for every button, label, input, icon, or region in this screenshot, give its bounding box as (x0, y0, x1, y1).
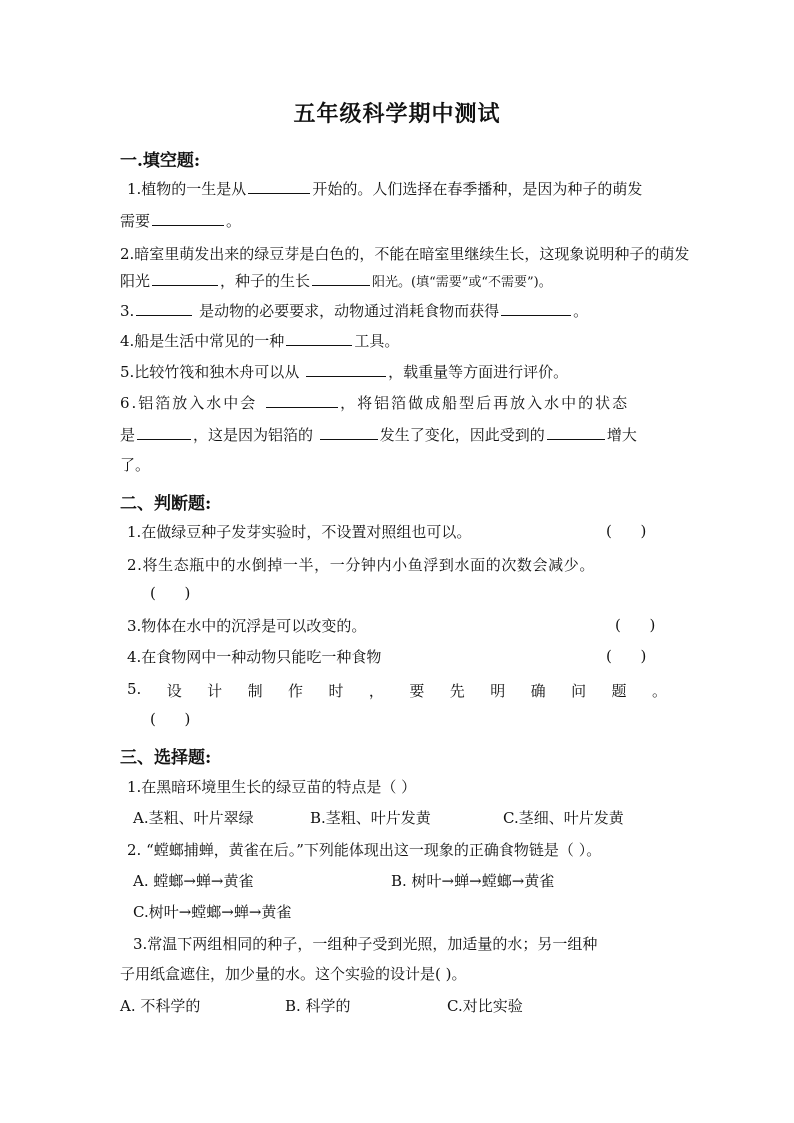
choice-q3-option-b[interactable]: B. 科学的 (285, 997, 351, 1015)
judge-q3: 3.物体在水中的沉浮是可以改变的。 (127, 617, 367, 635)
fill-q1-line2: 需要 。 (120, 212, 242, 230)
judge-q5: 5. 设 计 制 作 时 ， 要 先 明 确 问 题 。 (127, 680, 667, 700)
answer-blank[interactable] (248, 179, 310, 194)
choice-q2-option-a[interactable]: A. 螳螂→蝉→黄雀 (133, 872, 254, 890)
choice-q2-option-c[interactable]: C.树叶→螳螂→蝉→黄雀 (133, 903, 292, 921)
answer-blank[interactable] (312, 271, 370, 286)
choice-q3-line1: 3.常温下两组相同的种子，一组种子受到光照，加适量的水；另一组种 (133, 935, 598, 953)
answer-blank[interactable] (266, 393, 338, 408)
fill-q6-line2: 是 ，这是因为铝箔的 发生了变化，因此受到的 增大 (120, 426, 637, 444)
choice-q3-line2: 子用纸盒遮住，加少量的水。这个实验的设计是( )。 (120, 965, 467, 983)
section-judge-heading: 二、判断题: (120, 494, 212, 514)
choice-q2: 2. “螳螂捕蝉，黄雀在后。”下列能体现出这一现象的正确食物链是（ ）。 (127, 841, 602, 859)
answer-blank[interactable] (286, 331, 352, 346)
fill-q5: 5.比较竹筏和独木舟可以从 ，载重量等方面进行评价。 (120, 363, 569, 381)
answer-blank[interactable] (136, 301, 192, 316)
page-title: 五年级科学期中测试 (293, 101, 501, 127)
judge-q2: 2.将生态瓶中的水倒掉一半，一分钟内小鱼浮到水面的次数会减少。 (127, 556, 595, 574)
fill-q6-line1: 6.铝箔放入水中会 ，将铝箔做成船型后再放入水中的状态 (120, 394, 630, 412)
answer-blank[interactable] (152, 271, 218, 286)
answer-blank[interactable] (137, 425, 191, 440)
section-fill-heading: 一.填空题: (120, 151, 201, 171)
fill-q2-line1: 2.暗室里萌发出来的绿豆芽是白色的，不能在暗室里继续生长，这现象说明种子的萌发 (120, 245, 690, 263)
choice-q2-option-b[interactable]: B. 树叶→蝉→螳螂→黄雀 (391, 872, 555, 890)
choice-q1: 1.在黑暗环境里生长的绿豆苗的特点是（ ） (127, 778, 417, 796)
answer-paren[interactable]: ( ) (606, 522, 647, 540)
answer-paren[interactable]: ( ) (150, 584, 191, 602)
fill-q2-line2: 阳光 ，种子的生长 阳光。(填“需要”或“不需要”)。 (120, 272, 552, 290)
section-choice-heading: 三、选择题: (120, 748, 212, 768)
answer-paren[interactable]: ( ) (150, 710, 191, 728)
choice-q3-option-a[interactable]: A. 不科学的 (120, 997, 201, 1015)
answer-blank[interactable] (306, 362, 386, 377)
answer-paren[interactable]: ( ) (615, 616, 656, 634)
fill-q1-line1: 1.植物的一生是从 开始的。人们选择在春季播种，是因为种子的萌发 (127, 180, 643, 198)
answer-blank[interactable] (152, 211, 224, 226)
choice-q1-option-b[interactable]: B.茎粗、叶片发黄 (310, 809, 431, 827)
fill-q3: 3. 是动物的必要要求，动物通过消耗食物而获得 。 (120, 302, 589, 320)
choice-q1-option-c[interactable]: C.茎细、叶片发黄 (503, 809, 624, 827)
choice-q3-option-c[interactable]: C.对比实验 (447, 997, 523, 1015)
fill-q6-line3: 了。 (120, 456, 151, 474)
answer-blank[interactable] (320, 425, 378, 440)
judge-q1: 1.在做绿豆种子发芽实验时，不设置对照组也可以。 (127, 523, 472, 541)
choice-q1-option-a[interactable]: A.茎粗、叶片翠绿 (133, 809, 254, 827)
answer-blank[interactable] (547, 425, 605, 440)
fill-q4: 4.船是生活中常见的一种 工具。 (120, 332, 400, 350)
answer-blank[interactable] (501, 301, 571, 316)
answer-paren[interactable]: ( ) (606, 647, 647, 665)
judge-q4: 4.在食物网中一种动物只能吃一种食物 (127, 648, 382, 666)
